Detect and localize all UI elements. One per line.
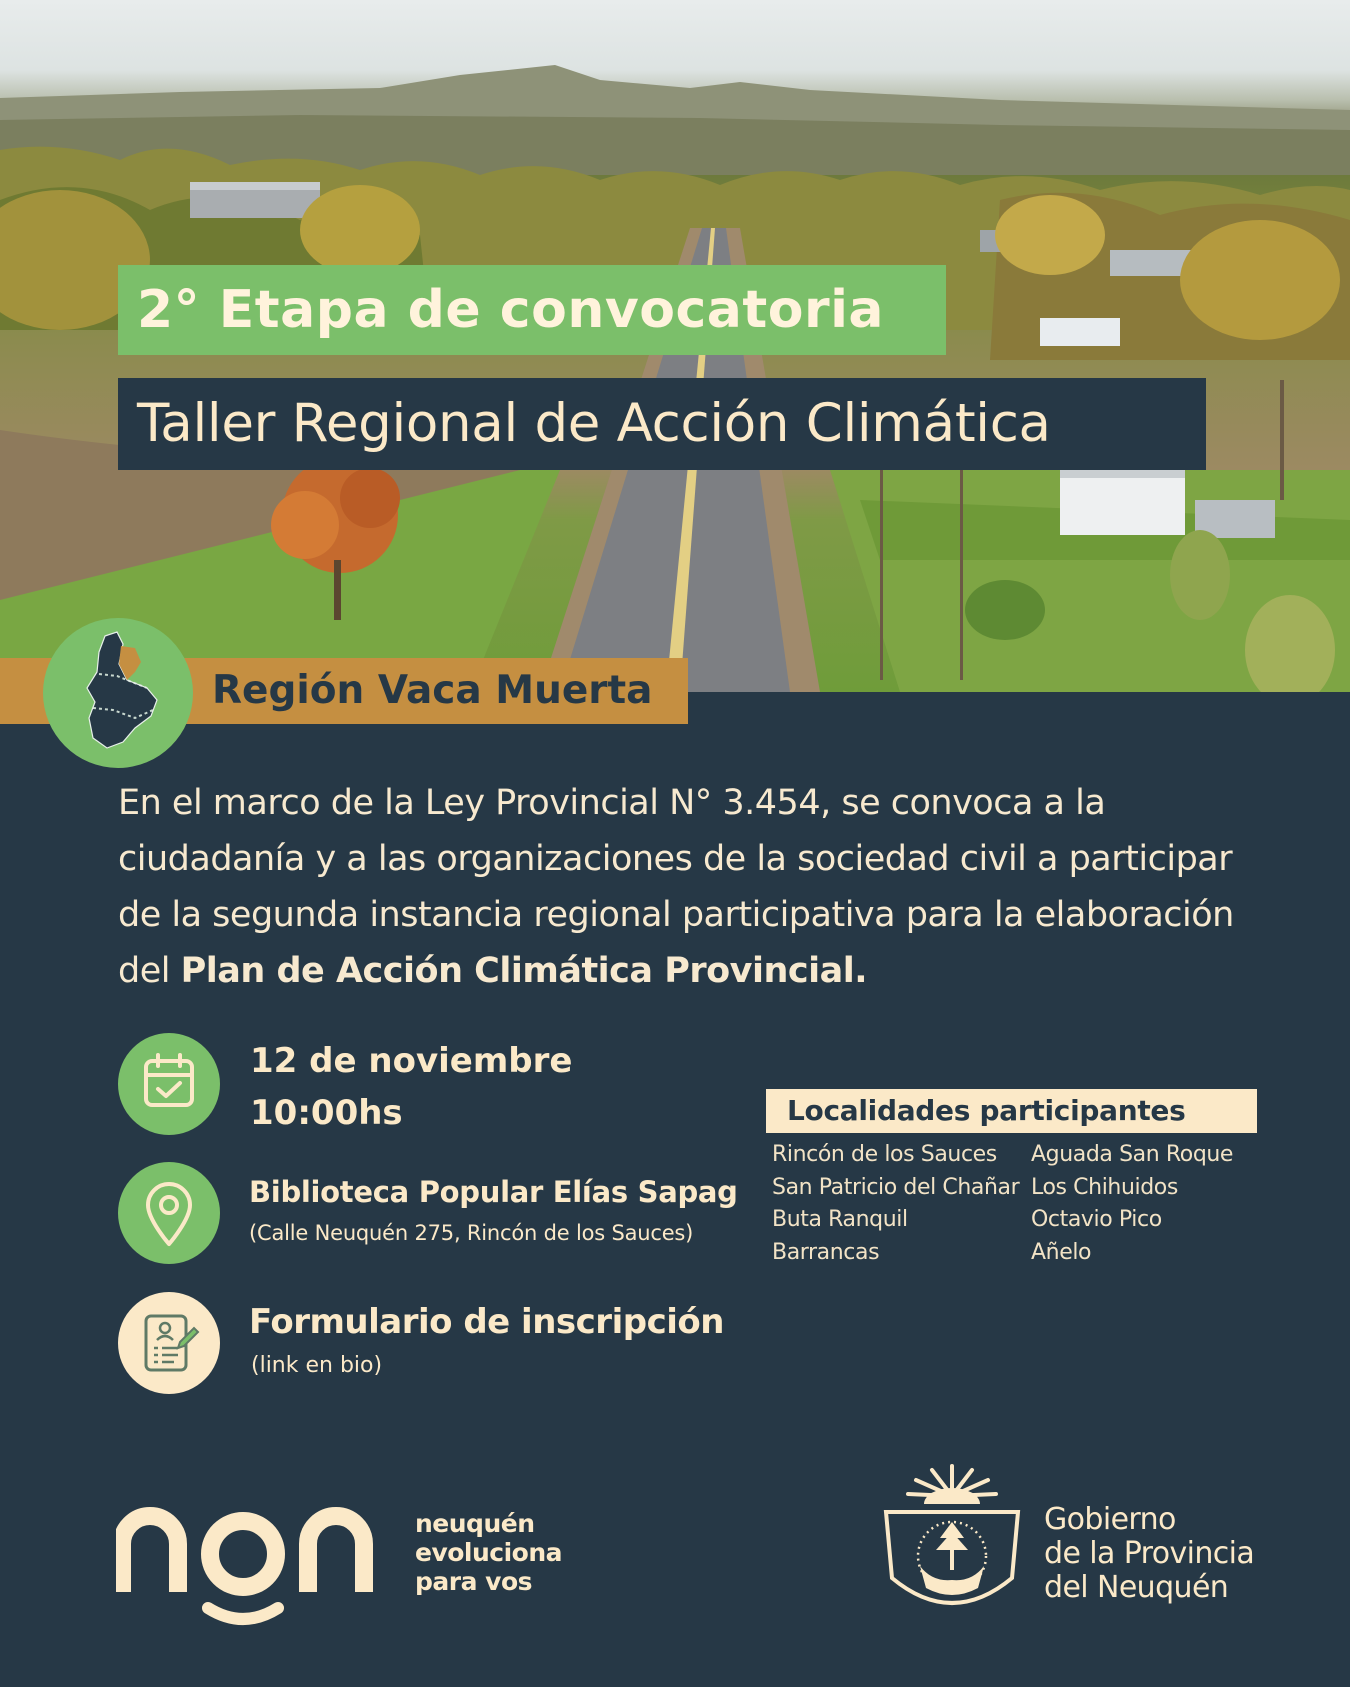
intro-plan-name: Plan de Acción Climática Provincial.	[180, 951, 868, 991]
government-line: de la Provincia	[1044, 1536, 1255, 1571]
tagline-line: para vos	[415, 1567, 533, 1596]
event-datetime	[250, 1035, 572, 1139]
government-line: Gobierno	[1044, 1502, 1176, 1537]
venue-address: (Calle Neuquén 275, Rincón de los Sauces)	[249, 1221, 694, 1245]
localities-column-1	[772, 1139, 1019, 1269]
calendar-badge	[118, 1033, 220, 1135]
registration-form-title: Formulario de inscripción	[249, 1302, 724, 1342]
localities-column-2	[1031, 1139, 1233, 1269]
locality-item: Aguada San Roque	[1031, 1142, 1234, 1167]
stage-title: 2° Etapa de convocatoria	[118, 265, 946, 355]
non-tagline	[415, 1509, 562, 1596]
workshop-title: Taller Regional de Acción Climática	[118, 378, 1206, 470]
locality-item: Buta Ranquil	[772, 1207, 908, 1232]
location-badge	[118, 1162, 220, 1264]
neuquen-region-map-icon	[43, 618, 193, 768]
registration-form-note: (link en bio)	[251, 1353, 383, 1378]
venue-name: Biblioteca Popular Elías Sapag	[249, 1175, 738, 1209]
locality-item: Los Chihuidos	[1031, 1174, 1178, 1200]
calendar-check-icon	[118, 1033, 220, 1135]
region-badge	[43, 618, 193, 768]
form-badge	[118, 1292, 220, 1394]
locality-item: Rincón de los Sauces	[772, 1142, 997, 1167]
region-label: Región Vaca Muerta	[212, 668, 653, 713]
intro-text: En el marco de la Ley Provincial N° 3.454, se convoca a la ciudadanía y a las organizaciones de la sociedad civil a participar de la segunda instancia regional participativa para la elaboración del	[118, 783, 1234, 991]
intro-paragraph	[118, 775, 1268, 999]
event-date: 12 de noviembre	[250, 1041, 573, 1081]
tagline-line: neuquén	[415, 1509, 535, 1538]
locality-item: Añelo	[1031, 1239, 1092, 1265]
localities-title: Localidades participantes	[766, 1089, 1257, 1133]
neuquen-province-seal-icon	[880, 1460, 1025, 1625]
event-time: 10:00hs	[250, 1093, 403, 1133]
locality-item: San Patricio del Chañar	[772, 1174, 1020, 1200]
locality-item: Barrancas	[772, 1239, 880, 1265]
government-line: del Neuquén	[1044, 1570, 1229, 1605]
locality-item: Octavio Pico	[1031, 1207, 1162, 1232]
location-pin-icon	[118, 1162, 220, 1264]
clipboard-form-icon	[118, 1292, 220, 1394]
government-name	[1044, 1503, 1254, 1605]
tagline-line: evoluciona	[415, 1538, 563, 1567]
non-logo	[116, 1502, 381, 1632]
